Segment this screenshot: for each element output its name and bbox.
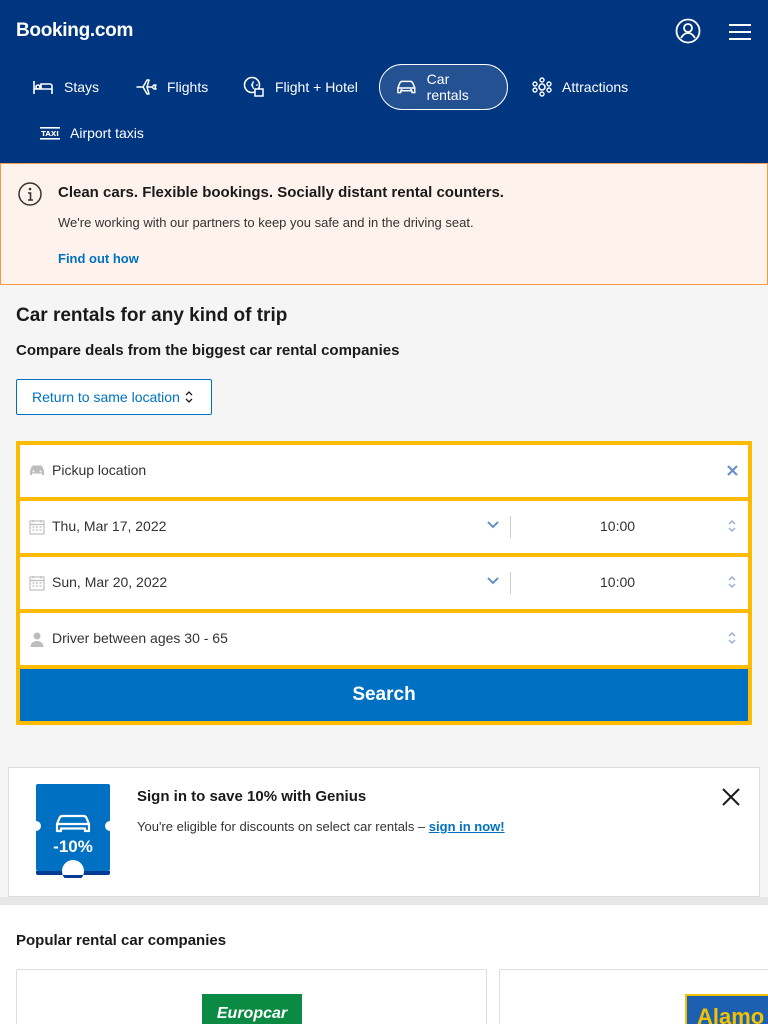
tab-flight-hotel-label: Flight + Hotel <box>275 79 358 95</box>
company-card-alamo[interactable] <box>499 969 768 1024</box>
genius-badge-text: -10% <box>53 837 93 856</box>
tab-stays-label: Stays <box>64 79 100 95</box>
dropoff-date-value: Sun, Mar 20, 2022 <box>52 574 168 590</box>
return-location-value: Return to same location <box>32 389 180 405</box>
popular-companies-section <box>0 905 768 1024</box>
calendar-icon <box>29 519 45 535</box>
popular-companies-title: Popular rental car companies <box>16 932 227 949</box>
airplane-icon <box>135 78 157 96</box>
genius-title: Sign in to save 10% with Genius <box>137 788 367 805</box>
page-title: Car rentals for any kind of trip <box>16 305 288 326</box>
find-out-how-link[interactable]: Find out how <box>58 251 139 266</box>
pickup-time-value[interactable]: 10:00 <box>600 518 636 534</box>
booking-logo[interactable]: Booking.com <box>16 20 134 41</box>
flight-hotel-icon <box>243 76 265 98</box>
clear-icon[interactable] <box>726 464 739 477</box>
europcar-logo: Europcar <box>202 994 302 1024</box>
tab-flights[interactable] <box>119 64 224 110</box>
genius-text-body: You're eligible for discounts on select car rentals – <box>137 819 429 834</box>
section-divider <box>0 897 768 905</box>
car-icon <box>29 463 45 477</box>
driver-age-value: Driver between ages 30 - 65 <box>52 630 228 646</box>
genius-banner <box>8 767 760 897</box>
updown-chevron-icon <box>727 630 737 646</box>
attractions-icon <box>532 77 552 97</box>
tab-car-rentals-label: Car rentals <box>426 71 469 103</box>
info-icon <box>18 182 42 211</box>
updown-chevron-icon <box>727 518 737 534</box>
tab-car-rentals[interactable] <box>379 64 508 110</box>
calendar-icon <box>29 575 45 591</box>
dropoff-datetime-field[interactable] <box>20 557 748 609</box>
genius-discount-badge <box>36 784 110 878</box>
notice-title: Clean cars. Flexible bookings. Socially distant rental counters. <box>58 184 504 201</box>
divider <box>510 572 511 594</box>
search-button[interactable]: Search <box>20 669 748 721</box>
pickup-location-placeholder: Pickup location <box>52 462 147 478</box>
chevron-down-icon <box>486 520 500 530</box>
dropoff-time-value[interactable]: 10:00 <box>600 574 636 590</box>
car-icon <box>396 79 417 95</box>
person-icon <box>29 631 45 647</box>
updown-chevron-icon <box>727 574 737 590</box>
updown-chevron-icon <box>184 390 194 404</box>
pickup-location-field[interactable] <box>20 445 748 497</box>
sign-in-now-link[interactable]: sign in now! <box>428 819 505 834</box>
pickup-date-value: Thu, Mar 17, 2022 <box>52 518 167 534</box>
tab-airport-taxis-label: Airport taxis <box>70 125 144 141</box>
tab-attractions[interactable] <box>516 64 644 110</box>
pickup-datetime-field[interactable] <box>20 501 748 553</box>
driver-age-field[interactable] <box>20 613 748 665</box>
tab-attractions-label: Attractions <box>562 79 629 95</box>
tab-airport-taxis[interactable] <box>24 110 160 156</box>
site-header <box>0 0 768 163</box>
svg-text:TAXI: TAXI <box>41 130 59 138</box>
chevron-down-icon <box>486 576 500 586</box>
close-icon[interactable] <box>721 787 741 807</box>
hamburger-menu-icon[interactable] <box>727 20 753 44</box>
safety-notice <box>0 163 768 285</box>
tab-stays[interactable] <box>16 64 115 110</box>
genius-text <box>137 819 505 834</box>
page-subtitle: Compare deals from the biggest car rental companies <box>16 342 400 359</box>
return-location-select[interactable] <box>16 379 212 415</box>
divider <box>510 516 511 538</box>
bed-icon <box>32 78 54 96</box>
notice-text: We're working with our partners to keep you safe and in the driving seat. <box>58 215 474 230</box>
company-card-europcar[interactable] <box>16 969 487 1024</box>
alamo-logo: Alamo <box>685 994 768 1024</box>
tab-flight-hotel[interactable] <box>227 64 374 110</box>
account-icon[interactable] <box>675 18 701 44</box>
tab-flights-label: Flights <box>167 79 209 95</box>
taxi-icon <box>40 126 60 140</box>
car-search-form <box>16 441 752 725</box>
